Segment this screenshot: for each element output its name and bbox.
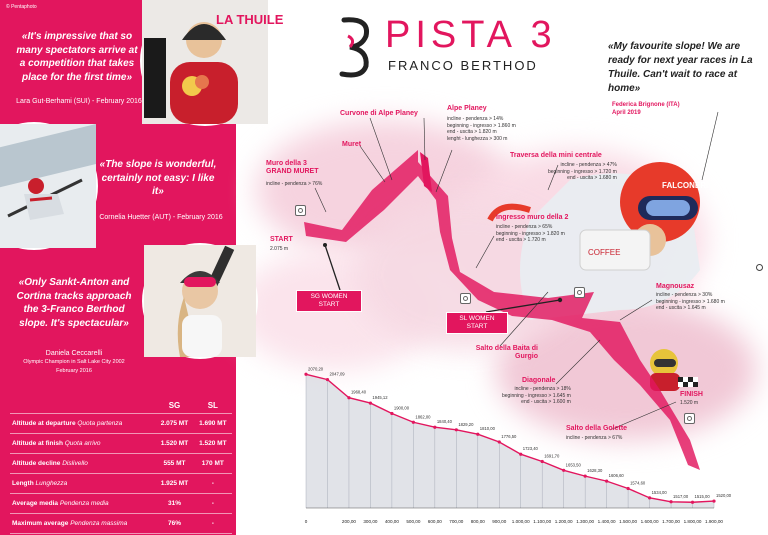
row-sg: 76% — [155, 514, 193, 534]
profile-x-tick-label: 700,00 — [449, 519, 464, 524]
label-alpe-planey: Alpe Planey — [447, 105, 487, 112]
profile-point — [412, 421, 415, 424]
quote-3-cite: Daniela Ceccarelli — [45, 350, 103, 357]
label-start: START — [270, 236, 293, 243]
row-sl: 170 MT — [194, 454, 232, 474]
profile-x-tick-label: 300,00 — [363, 519, 378, 524]
profile-point — [519, 453, 522, 456]
profile-value-label: 1520,00 — [716, 493, 732, 499]
profile-value-label: 1829,20 — [458, 421, 474, 427]
label-diagonale: Diagonale — [522, 377, 556, 384]
profile-value-label: 1628,30 — [587, 468, 603, 474]
detail-ingresso: incline - pendenza > 65% beginning - ingresso > 1.820 m end - uscita > 1.720 m — [496, 224, 565, 243]
label-magnousaz: Magnousaz — [656, 283, 695, 290]
row-sl: - — [194, 514, 232, 534]
row-sg: 1.520 MT — [155, 434, 193, 454]
label-finish: FINISH — [680, 391, 703, 398]
row-label-it: Pendenza massima — [70, 520, 128, 527]
profile-point — [562, 469, 565, 472]
profile-value-label: 1653,50 — [565, 462, 581, 468]
row-label-it: Lunghezza — [35, 480, 68, 487]
profile-point — [347, 396, 350, 399]
photo-credit: © Pentaphoto — [6, 4, 37, 10]
svg-text:COFFEE: COFFEE — [588, 248, 621, 257]
row-label: Average media — [12, 500, 59, 507]
profile-value-label: 1515,00 — [694, 494, 710, 500]
row-sg: 1.925 MT — [155, 474, 193, 494]
profile-point — [369, 401, 372, 404]
profile-x-tick-label: 1.500,00 — [619, 519, 638, 524]
label-salto-baita: Salto della Baita di Gurgio — [475, 345, 538, 361]
profile-value-label: 1723,40 — [522, 446, 538, 452]
svg-text:LA THUILE: LA THUILE — [216, 12, 284, 27]
profile-value-label: 1776,50 — [501, 433, 517, 439]
page-subtitle: FRANCO BERTHOD — [388, 58, 538, 73]
profile-point — [541, 460, 544, 463]
right-quote-cite-name: Federica Brignone (ITA) — [612, 102, 680, 108]
profile-x-tick-label: 500,00 — [406, 519, 421, 524]
right-quote-cite-date: April 2019 — [612, 109, 641, 116]
label-muro3: Muro della 3 GRAND MURET — [266, 160, 319, 176]
profile-point — [584, 475, 587, 478]
row-sg: 31% — [155, 494, 193, 514]
profile-value-label: 1574,60 — [630, 480, 646, 486]
row-label-it: Dislivello — [62, 460, 88, 467]
detail-diagonale: incline - pendenza > 18% beginning - ingresso > 1.645 m end - uscita > 1.600 m — [502, 386, 571, 405]
row-sl: 1.690 MT — [194, 414, 232, 434]
row-label-it: Quota partenza — [77, 420, 123, 427]
sg-women-start-badge: SG WOMEN START — [296, 290, 362, 312]
profile-value-label: 1534,00 — [651, 489, 667, 495]
col-sg: SG — [155, 397, 193, 414]
row-sg: 555 MT — [155, 454, 193, 474]
row-label-it: Quota arrivo — [64, 440, 101, 447]
profile-point — [476, 433, 479, 436]
profile-x-tick-label: 0 — [304, 519, 308, 524]
profile-point — [304, 373, 307, 376]
profile-x-tick-label: 1.900,00 — [705, 519, 723, 524]
profile-point — [433, 426, 436, 429]
detail-salto-golette: incline - pendenza > 67% — [566, 435, 623, 441]
quote-3-cite-3: February 2016 — [56, 368, 92, 374]
profile-value-label: 1691,70 — [544, 453, 560, 459]
quote-3-cite-2: Olympic Champion in Salt Lake City 2002 — [23, 359, 125, 365]
profile-area — [306, 371, 714, 508]
row-sl: - — [194, 494, 232, 514]
row-sl: 1.520 MT — [194, 434, 232, 454]
row-label: Altitude at finish — [12, 440, 63, 447]
profile-x-tick-label: 1.300,00 — [576, 519, 595, 524]
row-sl: - — [194, 474, 232, 494]
profile-point — [390, 412, 393, 415]
label-salto-golette: Salto della Golette — [566, 425, 628, 432]
row-label: Altitude decline — [12, 460, 61, 467]
page-title: PISTA 3 — [385, 14, 557, 56]
row-label: Altitude at departure — [12, 420, 76, 427]
col-sl: SL — [194, 397, 232, 414]
profile-x-tick-label: 800,00 — [470, 519, 485, 524]
profile-value-label: 1517,00 — [673, 493, 689, 499]
label-traversa: Traversa della mini centrale — [510, 152, 602, 159]
quote-2-cite: Cornelia Huetter (AUT) - February 2016 — [99, 214, 223, 221]
profile-value-label: 1840,40 — [436, 419, 452, 425]
quote-1: «It's impressive that so many spectators arrive at a competition that takes place for the first time» — [16, 31, 138, 83]
profile-point — [669, 500, 672, 503]
quote-2: «The slope is wonderful, certainly not easy: I like it» — [99, 159, 217, 197]
profile-point — [691, 501, 694, 504]
start-altitude: 2.075 m — [270, 246, 289, 252]
profile-x-tick-label: 900,00 — [492, 519, 507, 524]
right-quote: «My favourite slope! We are ready for next year races in La Thuile. Can't wait to race at home» — [608, 41, 753, 94]
profile-x-tick-label: 600,00 — [427, 519, 442, 524]
row-label: Length — [12, 480, 34, 487]
profile-x-tick-label: 1.100,00 — [533, 519, 552, 524]
profile-value-label: 1900,00 — [393, 405, 410, 411]
profile-point — [712, 499, 715, 502]
label-curvone: Curvone di Alpe Planey — [340, 110, 418, 117]
svg-text:FALCONERI: FALCONERI — [662, 181, 709, 190]
profile-x-tick-label: 1.800,00 — [683, 519, 702, 524]
profile-value-label: 2070,20 — [308, 366, 324, 372]
profile-value-label: 1968,40 — [350, 389, 367, 395]
label-ingresso: Ingresso muro della 2 — [496, 214, 569, 221]
profile-x-tick-label: 1.600,00 — [640, 519, 659, 524]
finish-altitude: 1.520 m — [680, 400, 699, 406]
detail-alpe-planey: incline - pendenza > 14% beginning - ingresso > 1.860 m end - uscita > 1.820 m lenght - lunghezza > 300 m — [447, 116, 516, 142]
label-muret: Muret — [342, 141, 362, 148]
profile-x-tick-label: 200,00 — [341, 519, 356, 524]
quote-1-cite: Lara Gut-Berhami (SUI) - February 2016 — [16, 98, 142, 105]
profile-point — [627, 487, 630, 490]
profile-value-label: 1945,12 — [372, 395, 388, 401]
sl-women-start-badge: SL WOMEN START — [446, 312, 508, 334]
profile-point — [326, 378, 329, 381]
profile-x-tick-label: 1.400,00 — [597, 519, 616, 524]
profile-value-label: 1606,60 — [608, 473, 624, 479]
profile-x-tick-label: 400,00 — [384, 519, 399, 524]
row-label: Maximum average — [12, 520, 69, 527]
profile-point — [498, 440, 501, 443]
row-sg: 2.075 MT — [155, 414, 193, 434]
quote-3: «Only Sankt-Anton and Cortina tracks approach the 3-Franco Berthod slope. It's spectacular» — [16, 277, 132, 329]
profile-x-tick-label: 1.700,00 — [662, 519, 680, 524]
profile-point — [605, 480, 608, 483]
profile-x-tick-label: 1.000,00 — [511, 519, 530, 524]
profile-value-label: 1862,00 — [415, 414, 431, 420]
row-label-it: Pendenza media — [59, 500, 109, 507]
profile-x-tick-label: 1.200,00 — [554, 519, 573, 524]
detail-magnousaz: incline - pendenza > 30% beginning - ingresso > 1.680 m end - uscita > 1.645 m — [656, 292, 725, 311]
profile-point — [455, 428, 458, 431]
profile-value-label: 2047,09 — [329, 371, 345, 377]
detail-traversa: incline - pendenza > 47% beginning - ingresso > 1.720 m end - uscita > 1.680 m — [548, 162, 617, 181]
profile-value-label: 1810,00 — [479, 426, 495, 432]
detail-muro3: incline - pendenza > 76% — [266, 181, 323, 187]
profile-point — [648, 496, 651, 499]
